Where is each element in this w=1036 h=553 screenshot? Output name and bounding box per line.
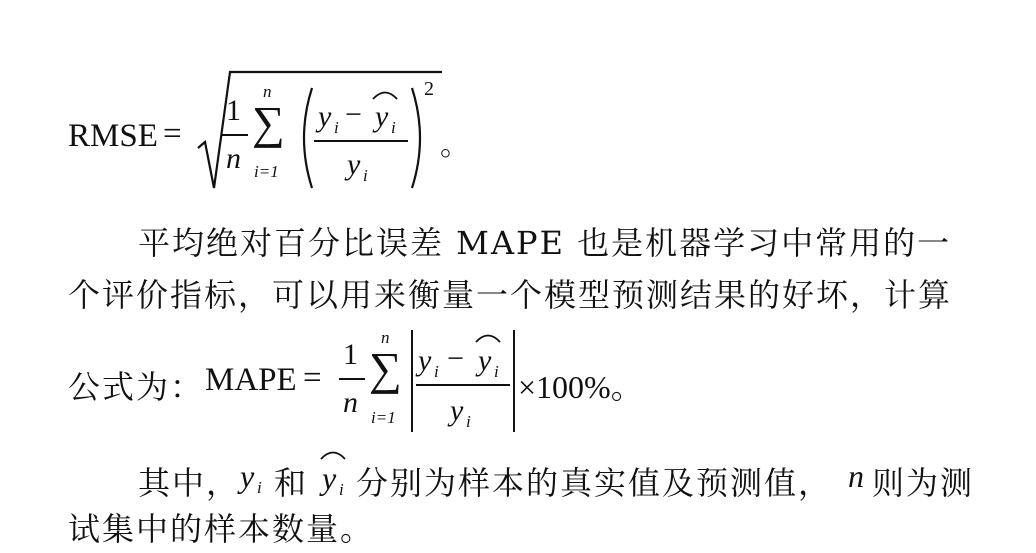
paragraph2-y-sub: i [257,478,262,497]
paragraph2-n: n [848,458,864,494]
mape-sum-upper: n [381,328,390,347]
mape-inner-fraction-bar [416,384,510,386]
rmse-num-yhat-sub: i [391,118,396,137]
hat-icon [475,331,501,343]
hat-icon [320,448,346,460]
paragraph2-line2: 试集中的样本数量。 [68,510,375,548]
paragraph2-yhat: y [322,460,337,496]
mape-abs-left-bar [411,330,413,432]
mape-num-yhat-sub: i [494,362,499,381]
rmse-den-y-sub: i [363,166,368,185]
paragraph2-text-d: 则为测 [872,464,975,502]
mape-abs-right-bar [513,330,515,432]
mape-label: MAPE [205,362,297,398]
rmse-num-y: y [318,100,332,133]
rmse-one: 1 [226,94,241,127]
mape-minus: − [447,342,464,375]
mape-n: n [343,386,358,419]
paragraph2-text-b: 和 [274,464,309,502]
rmse-n: n [226,142,241,175]
mape-den-y: y [450,394,464,427]
rmse-sum-upper: n [263,82,272,101]
mape-equals: = [303,360,322,396]
rmse-sum-symbol: ∑ [252,97,285,148]
rmse-equals: = [163,116,182,152]
rmse-den-y: y [347,148,361,181]
rmse-num-yhat: y [375,100,389,133]
rmse-minus: − [345,98,362,131]
rmse-label: RMSE [68,118,158,154]
left-paren-icon [294,86,314,190]
mape-one: 1 [343,338,358,371]
rmse-exponent: 2 [424,78,434,100]
paragraph2-y: y [240,458,255,494]
mape-num-yhat: y [478,344,492,377]
mape-den-y-sub: i [466,412,471,431]
paragraph2-yhat-sub: i [339,480,344,499]
paragraph1-line2: 个评价指标，可以用来衡量一个模型预测结果的好坏，计算 [68,276,953,314]
mape-tail: ×100%。 [518,369,643,405]
rmse-inner-fraction-bar [314,140,408,142]
paragraph1-line1: 平均绝对百分比误差 MAPE 也是机器学习中常用的一 [138,224,952,262]
rmse-period: 。 [440,128,470,163]
mape-sum-lower: i=1 [371,408,396,427]
rmse-outer-fraction-bar [222,134,248,136]
hat-icon [372,88,398,100]
rmse-sum-lower: i=1 [254,162,279,181]
paragraph2-text-c: 分别为样本的真实值及预测值， [356,464,833,502]
mape-num-y-sub: i [434,362,439,381]
mape-prefix: 公式为： [68,368,205,406]
mape-outer-fraction-bar [339,378,365,380]
rmse-num-y-sub: i [334,118,339,137]
right-paren-icon [410,86,430,190]
mape-num-y: y [418,344,432,377]
mape-sum-symbol: ∑ [369,343,402,394]
paragraph2-text-a: 其中， [138,464,241,502]
